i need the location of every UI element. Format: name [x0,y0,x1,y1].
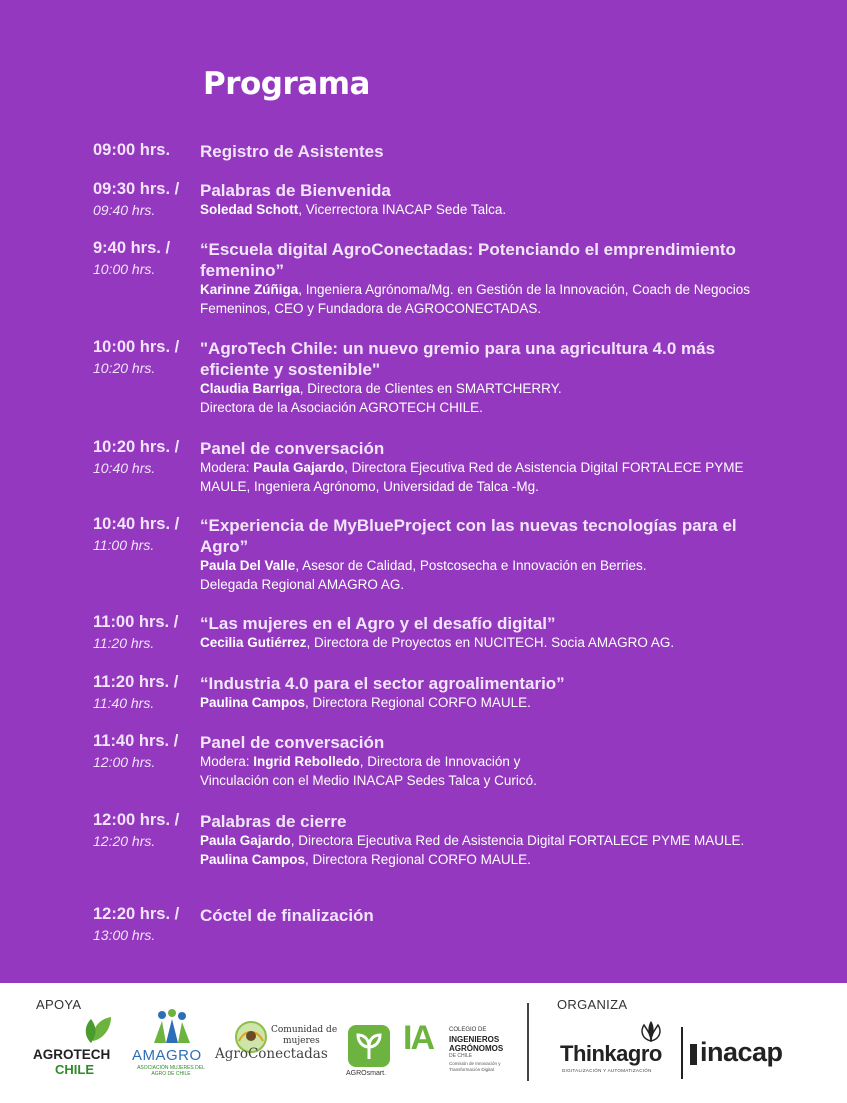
item-title: Palabras de Bienvenida [200,181,391,200]
speaker-name: Claudia Barriga [200,381,300,396]
item-time-end: 13:00 hrs. [93,927,156,943]
speaker-role: Delegada Regional AMAGRO AG. [200,576,405,592]
agrotech-text: AGROTECH [33,1047,111,1062]
speaker-name: Paula Gajardo [200,833,291,848]
item-title: “Industria 4.0 para el sector agroalimentario” [200,674,565,693]
leaf-icon [33,1011,123,1047]
item-content [200,141,770,162]
sprout-icon [348,1025,390,1067]
inacap-logo [690,1039,820,1073]
speaker-role: Directora de la Asociación AGROTECH CHILE. [200,399,483,415]
organiza-divider [681,1027,683,1079]
agroconectadas-name: AgroConectadas [215,1046,328,1062]
speaker-name: Soledad Schott [200,202,299,217]
speaker-role: , Directora de Clientes en SMARTCHERRY. [299,381,562,396]
item-content [200,438,770,496]
thinkagro-subtitle: DIGITALIZACIÓN Y AUTOMATIZACIÓN [562,1068,652,1073]
item-time-end: 09:40 hrs. [93,202,156,218]
inacap-text: inacap [700,1037,783,1067]
colegio-line3: AGRÓNOMOS [449,1044,504,1053]
item-time-end: 12:20 hrs. [93,833,156,849]
moderator-label: Modera: [200,754,254,769]
item-content [200,338,770,417]
item-time: 12:20 hrs. / [93,905,180,923]
speaker-role: , Directora de Proyectos en NUCITECH. Socia AMAGRO AG. [306,635,675,650]
item-title: Palabras de cierre [200,812,347,831]
item-content [200,515,770,594]
item-description [200,380,770,399]
item-time-end: 10:20 hrs. [93,360,156,376]
item-content [200,673,770,713]
item-time-end: 11:00 hrs. [93,537,155,553]
agrotech-chile-logo [33,1011,123,1081]
item-time-end: 10:40 hrs. [93,460,156,476]
item-description [200,634,770,653]
speaker-role: , Directora de Innovación y [359,754,521,769]
speaker-name: Paula Del Valle [200,558,296,573]
item-time-end: 10:00 hrs. [93,261,156,277]
colegio-ingenieros-logo [403,1019,513,1083]
item-title: Panel de conversación [200,733,385,752]
item-description [200,576,770,595]
item-description [200,694,770,713]
speaker-role: , Ingeniera Agrónoma/Mg. en Gestión de la Innovación, Coach de Negocios Femeninos, CEO y Fundadora de AGROCONECTADAS. [200,282,751,316]
item-content [200,180,770,220]
item-time: 09:30 hrs. / [93,180,180,198]
item-title: "AgroTech Chile: un nuevo gremio para una agricultura 4.0 más eficiente y sostenible" [200,339,716,379]
agroconectadas-logo [213,1019,339,1081]
item-content [200,811,770,869]
speaker-role: , Directora Ejecutiva Red de Asistencia Digital FORTALECE PYME MAULE, Ingeniera Agrónomo, Universidad de Talca -Mg. [200,460,744,494]
ia-mark: IA [403,1019,433,1057]
item-description [200,557,770,576]
item-time: 12:00 hrs. / [93,811,180,829]
speaker-name: Paulina Campos [200,851,306,867]
item-time-end: 11:20 hrs. [93,635,155,651]
colegio-line4: DE CHILE [449,1053,473,1059]
item-time: 10:20 hrs. / [93,438,180,456]
inacap-bar-icon [690,1044,697,1065]
speaker-name: Cecilia Gutiérrez [200,635,307,650]
item-content [200,239,770,318]
speaker-role: , Vicerrectora INACAP Sede Talca. [298,202,507,217]
moderator-label: Modera: [200,460,254,475]
organiza-label: ORGANIZA [557,997,628,1012]
item-description [200,851,770,870]
item-time: 09:00 hrs. [93,141,171,159]
item-time: 9:40 hrs. / [93,239,171,257]
item-title: Panel de conversación [200,439,385,458]
speaker-role: , Asesor de Calidad, Postcosecha e Innovación en Berries. [295,558,647,573]
thinkagro-text: Thinkagro [560,1041,662,1066]
page-title: Programa [203,66,370,102]
speaker-name: Karinne Zúñiga [200,282,299,297]
speaker-name: Ingrid Rebolledo [253,754,360,769]
item-time-end: 11:40 hrs. [93,695,155,711]
item-content [200,905,770,926]
item-time: 10:00 hrs. / [93,338,180,356]
item-time-end: 12:00 hrs. [93,754,156,770]
speaker-name: Paula Gajardo [253,460,345,475]
amagro-logo [130,1007,210,1083]
item-description [200,399,770,418]
agrosmart-logo [346,1025,394,1081]
amagro-subtitle: ASOCIACIÓN MUJERES DEL AGRO DE CHILE [137,1065,205,1077]
item-time: 11:20 hrs. / [93,673,179,691]
item-title: “Las mujeres en el Agro y el desafío digital” [200,614,556,633]
item-description [200,201,770,220]
item-description [200,772,770,791]
item-title: Registro de Asistentes [200,142,384,161]
thinkagro-logo [560,1019,674,1079]
colegio-subtitle: Comisión de Innovación y Transformación Digital [449,1061,501,1072]
item-time: 10:40 hrs. / [93,515,180,533]
speaker-role: , Directora Regional CORFO MAULE. [305,851,531,867]
footer-divider [527,1003,529,1081]
item-time: 11:00 hrs. / [93,613,179,631]
thinkagro-flower-icon [636,1019,666,1043]
speaker-role: , Directora Regional CORFO MAULE. [305,695,531,710]
item-description [200,281,770,318]
item-title: Cóctel de finalización [200,906,374,925]
footer [0,983,847,1103]
people-icon [130,1007,210,1047]
amagro-text: AMAGRO [132,1047,202,1064]
speaker-name: Paulina Campos [200,695,306,710]
item-title: “Escuela digital AgroConectadas: Potenciando el emprendimiento femenino” [200,240,736,280]
item-content [200,613,770,653]
agroconectadas-line1: Comunidad de [271,1025,338,1035]
colegio-line1: COLEGIO DE [449,1027,487,1033]
speaker-role: Vinculación con el Medio INACAP Sedes Talca y Curicó. [200,772,537,788]
colegio-line2: INGENIEROS [449,1035,500,1044]
item-content [200,732,770,790]
item-title: “Experiencia de MyBlueProject con las nuevas tecnologías para el Agro” [200,516,737,556]
speaker-role: , Directora Ejecutiva Red de Asistencia Digital FORTALECE PYME MAULE. [290,833,745,848]
item-description [200,459,770,496]
item-time: 11:40 hrs. / [93,732,179,750]
apoya-label: APOYA [36,997,82,1012]
agrosmart-text: AGROsmart. [346,1070,387,1077]
item-description [200,832,770,851]
agroconectadas-line2: mujeres [283,1036,320,1046]
chile-text: CHILE [55,1062,94,1077]
item-description [200,753,770,772]
